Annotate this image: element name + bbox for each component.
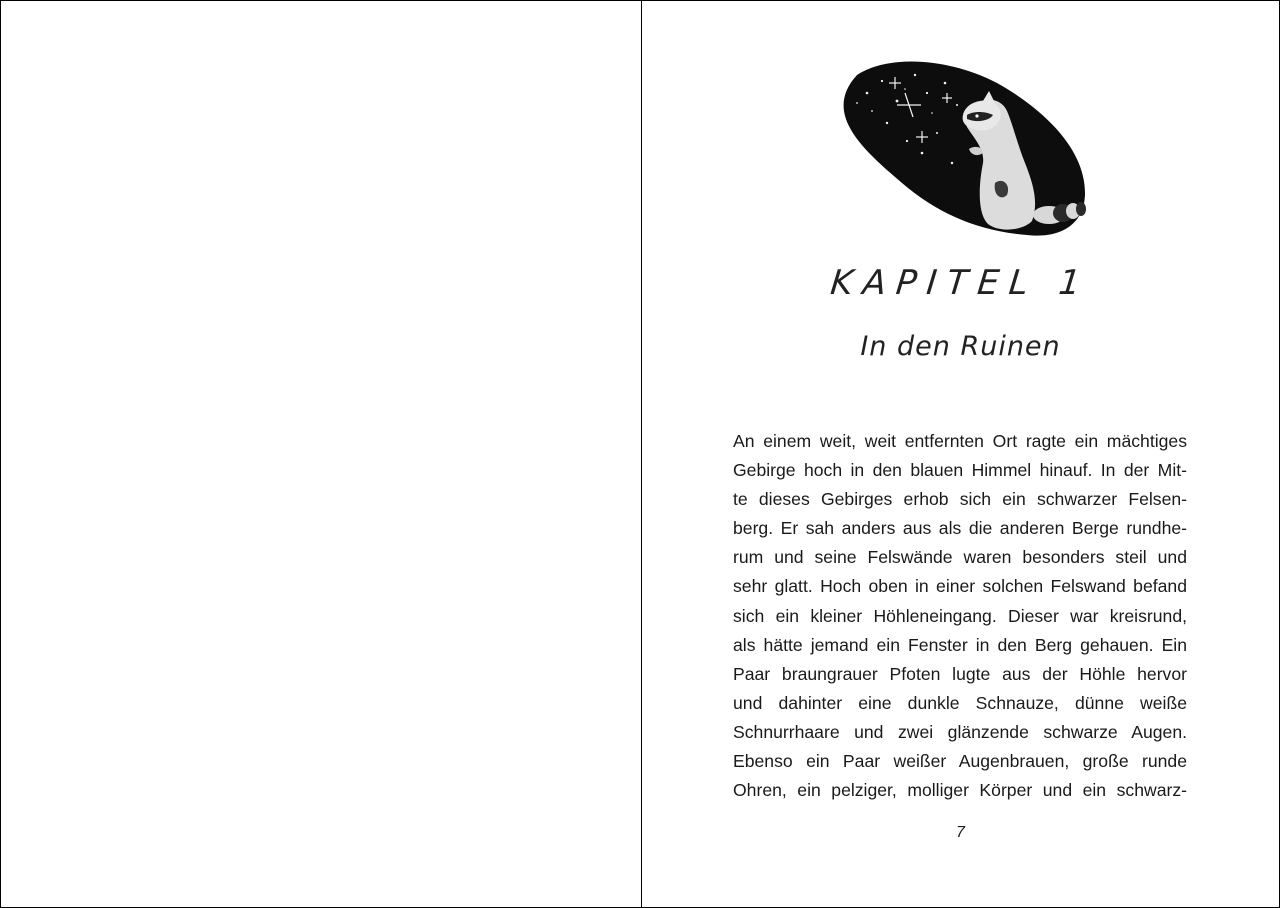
text-line: An einem weit, weit entfernten Ort ragte ein mächtiges [733, 431, 1187, 451]
text-line: rum und seine Felswände waren besonders steil und [733, 547, 1187, 568]
raccoon-illustration [827, 53, 1089, 239]
text-line: als hätte jemand ein Fenster in den Berg gehauen. Ein [733, 634, 1187, 655]
text-line: Ebenso ein Paar weißer Augenbrauen, große runde [733, 751, 1187, 772]
text-line: berg. Er sah anders aus als die anderen Berge rundhe- [733, 518, 1187, 539]
text-line: Schnurrhaare und zwei glänzende schwarze Augen. [733, 721, 1187, 742]
text-line: te dieses Gebirges erhob sich ein schwarzer Felsen- [733, 489, 1187, 510]
page-number: 7 [956, 824, 965, 841]
text-line: und dahinter eine dunkle Schnauze, dünne weiße [733, 692, 1187, 713]
left-page-blank [1, 1, 641, 907]
text-line: Gebirge hoch in den blauen Himmel hinauf. In der Mit- [733, 460, 1187, 481]
text-line: Paar braungrauer Pfoten lugte aus der Höhle hervor [733, 663, 1187, 684]
text-line: sehr glatt. Hoch oben in einer solchen Felswand befand [733, 576, 1187, 597]
text-line: Ohren, ein pelziger, molliger Körper und ein schwarz- [733, 780, 1187, 801]
chapter-title: In den Ruinen [860, 331, 1061, 362]
right-page [642, 1, 1279, 907]
chapter-label: KAPITEL 1 [828, 263, 1093, 303]
body-text [733, 427, 1187, 805]
text-line: sich ein kleiner Höhleneingang. Dieser war kreisrund, [733, 605, 1187, 626]
